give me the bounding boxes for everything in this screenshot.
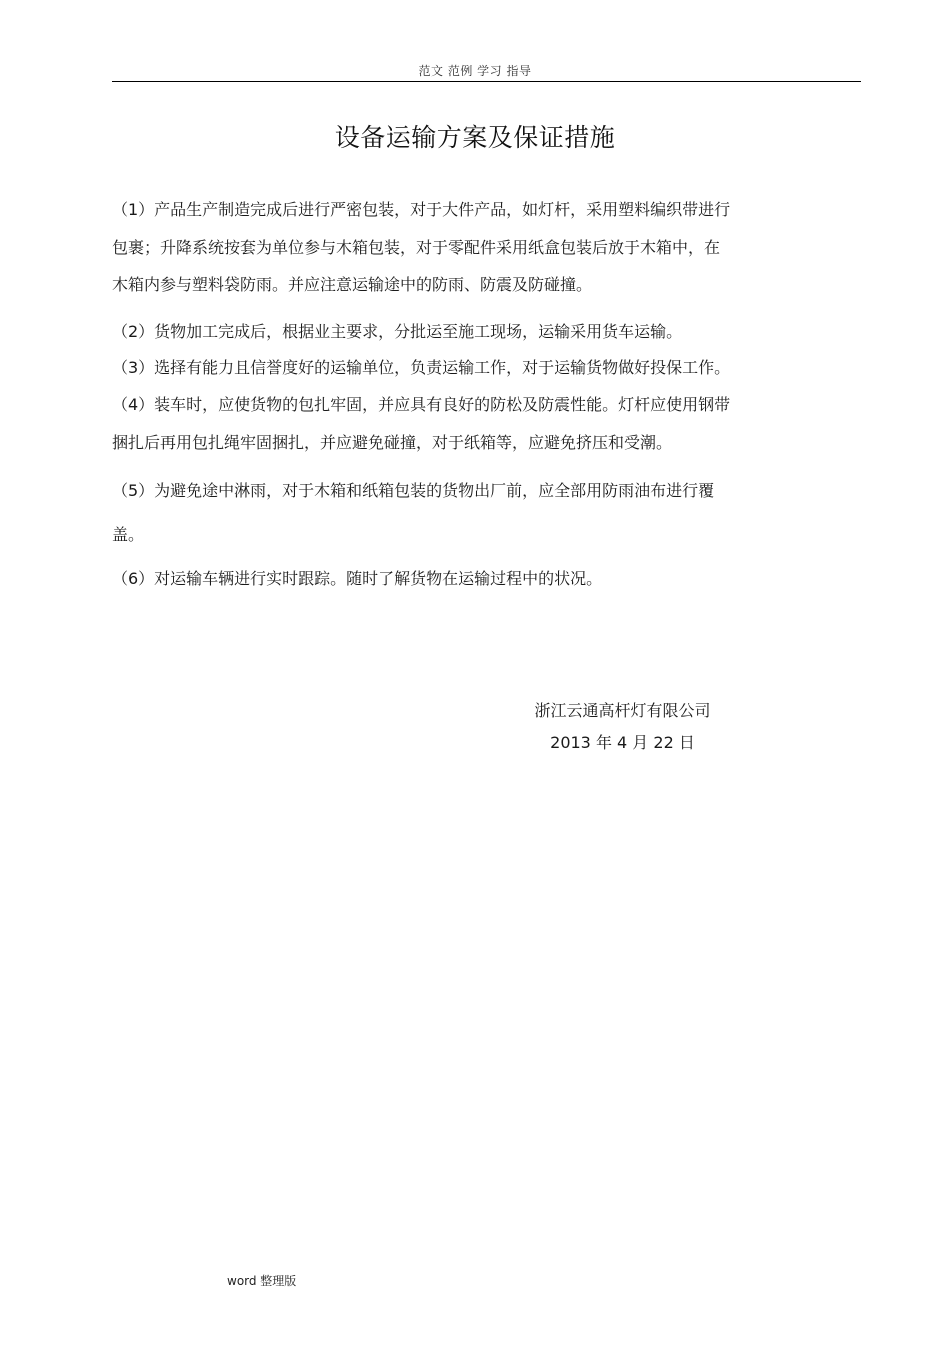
page-footer: word 整理版	[227, 1274, 297, 1288]
paragraph-line: （4）装车时，应使货物的包扎牢固，并应具有良好的防松及防震性能。灯杆应使用钢带	[112, 395, 731, 414]
paragraph-4	[112, 393, 807, 469]
paragraph-1	[112, 198, 807, 311]
paragraph-line: （2）货物加工完成后，根据业主要求，分批运至施工现场，运输采用货车运输。	[112, 322, 683, 341]
paragraph-line: （1）产品生产制造完成后进行严密包装，对于大件产品，如灯杆，采用塑料编织带进行	[112, 200, 731, 219]
paragraph-line: 捆扎后再用包扎绳牢固捆扎，并应避免碰撞，对于纸箱等，应避免挤压和受潮。	[112, 433, 673, 452]
paragraph-line: （5）为避免途中淋雨，对于木箱和纸箱包装的货物出厂前，应全部用防雨油布进行覆	[112, 481, 715, 500]
signature-date: 2013 年 4 月 22 日	[550, 733, 695, 752]
paragraph-line: 木箱内参与塑料袋防雨。并应注意运输途中的防雨、防震及防碰撞。	[112, 275, 593, 294]
paragraph-line: 盖。	[112, 525, 145, 544]
paragraph-6	[112, 567, 807, 591]
paragraph-line: （6）对运输车辆进行实时跟踪。随时了解货物在运输过程中的状况。	[112, 569, 603, 588]
header-divider	[112, 81, 861, 82]
header-text: 范文 范例 学习 指导	[418, 64, 532, 78]
paragraph-2	[112, 320, 807, 344]
paragraph-3	[112, 356, 807, 380]
document-title: 设备运输方案及保证措施	[334, 123, 616, 152]
paragraph-line: 包裹；升降系统按套为单位参与木箱包装，对于零配件采用纸盒包装后放于木箱中，在	[112, 237, 721, 257]
paragraph-5	[112, 479, 807, 567]
paragraph-line: （3）选择有能力且信誉度好的运输单位，负责运输工作，对于运输货物做好投保工作。	[112, 358, 731, 377]
signature-company: 浙江云通高杆灯有限公司	[534, 701, 711, 720]
